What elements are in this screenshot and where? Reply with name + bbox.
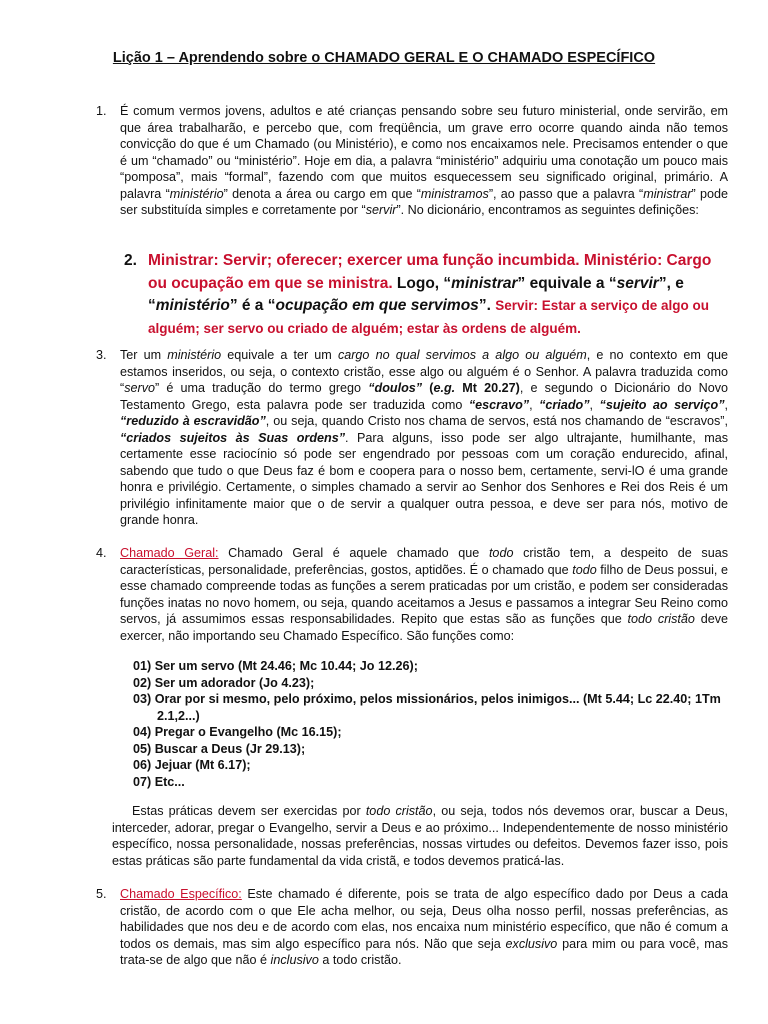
list-item: 03) Orar por si mesmo, pelo próximo, pelos missionários, pelos inimigos... (Mt 5.44; Lc 22.40; 1Tm 2.1,2...) xyxy=(133,692,721,723)
text: ”. xyxy=(478,297,496,314)
item-number: 1. xyxy=(96,104,107,118)
italic-text: inclusivo xyxy=(270,953,319,967)
italic-text: ministrar xyxy=(643,186,692,201)
italic-text: todo cristão xyxy=(627,612,695,626)
item-number: 3. xyxy=(96,348,107,362)
text: Ter um xyxy=(120,348,168,362)
text: ” pode ser substituída simples e corretamente por “ xyxy=(120,186,728,217)
text: . Para alguns, isso pode ser algo ultrajante, humilhante, mas certamente esse raciocínio só pode ser engendrado por pessoas com um coração endurecido, afinal, sabendo que tudo o que Deus faz é bom e coopera para o nosso bem, certamente, servi-lO é uma grande honra e privilégio. Certamente, o simples chamado a servir ao Senhor dos Senhores e Rei dos Reis é um privilégio infinitamente maior que o de servir a qualquer outra pessoa, e deve ser para nós, motivo de grande honra. xyxy=(120,430,728,527)
practices-paragraph xyxy=(112,803,728,869)
text: ” é a “ xyxy=(229,297,276,314)
list-item: 04) Pregar o Evangelho (Mc 16.15); xyxy=(133,725,342,739)
text: para mim ou para você, mas trata-se de algo que não é xyxy=(120,936,728,967)
italic-text: todo cristão xyxy=(365,804,433,818)
text: ( xyxy=(422,381,434,395)
paragraph-3 xyxy=(96,347,729,529)
text: Estas práticas devem ser exercidas por xyxy=(132,804,366,818)
bold-italic-text: “reduzido à escravidão” xyxy=(120,414,266,428)
text: ”, ao passo que a palavra “ xyxy=(488,186,644,201)
bold-italic-text: e.g. xyxy=(433,381,456,395)
list-item: 07) Etc... xyxy=(133,774,185,789)
item-number: 5. xyxy=(96,887,107,901)
bold-italic-text: “escravo” xyxy=(468,397,530,412)
text: equivale a ter um xyxy=(221,348,338,362)
item-number: 2. xyxy=(124,252,137,269)
text: , xyxy=(589,397,600,412)
italic-text: ministério xyxy=(155,297,230,314)
lesson-title: Lição 1 – Aprendendo sobre o CHAMADO GERAL E O CHAMADO ESPECÍFICO xyxy=(112,50,656,66)
list-item: 06) Jejuar (Mt 6.17); xyxy=(133,758,251,772)
paragraph-1 xyxy=(96,103,728,219)
text: , e no contexto em que estamos inseridos, ou seja, o contexto cristão, esse algo ou alguém é o Senhor. A palavra traduzida como “ xyxy=(120,348,728,395)
italic-text: cargo no qual servimos a algo ou alguém xyxy=(337,348,587,362)
italic-text: servo xyxy=(124,381,155,395)
text: ”. No dicionário, encontramos as seguintes definições: xyxy=(396,203,699,217)
bold-italic-text: “criado” xyxy=(539,397,590,412)
italic-text: ocupação em que servimos xyxy=(275,297,479,314)
italic-text: ministério xyxy=(169,186,224,201)
list-item: 05) Buscar a Deus (Jr 29.13); xyxy=(133,741,306,756)
text: Chamado Geral é aquele chamado que xyxy=(218,546,489,560)
italic-text: servir xyxy=(616,274,659,292)
text: deve exercer, não importando seu Chamado Específico. São funções como: xyxy=(120,612,729,643)
paragraph-2-definitions xyxy=(124,250,728,340)
italic-text: ministramos xyxy=(420,186,489,201)
text: , e segundo o Dicionário do Novo Testamento Grego, esta palavra pode ser traduzida como xyxy=(120,381,728,412)
italic-text: todo xyxy=(488,546,514,560)
section-label: Chamado Específico: xyxy=(120,887,242,901)
italic-text: ministrar xyxy=(451,274,518,292)
italic-text: servir xyxy=(365,203,397,217)
definition-text: Ministrar: Servir; oferecer; exercer uma função incumbida. Ministério: Cargo ou ocupação em que se ministra. xyxy=(148,252,712,292)
text: , xyxy=(724,397,729,412)
paragraph-5 xyxy=(96,886,728,969)
list-item: 01) Ser um servo (Mt 24.46; Mc 10.44; Jo 12.26); xyxy=(133,659,418,673)
bold-italic-text: “criados sujeitos às Suas ordens” xyxy=(120,430,346,445)
text: filho de Deus possui, e esse chamado compreende todas as funções a serem praticadas por um cristão, e podem ser consideradas funções inatas no novo homem, ou seja, quando aceitamos a Jesus e passamos a integrar Seu Reino como servos, já assumimos essas responsabilidades. Repito que estas são as funções que xyxy=(120,562,728,626)
text: a todo cristão. xyxy=(318,953,402,967)
text: ” equivale a “ xyxy=(517,274,617,292)
bold-text: Mt 20.27) xyxy=(455,381,520,395)
bold-italic-text: “doulos” xyxy=(368,381,423,395)
definition-text: Servir: Estar a serviço de algo ou alguém; ser servo ou criado de alguém; estar às ordens de alguém. xyxy=(148,298,710,336)
text: cristão tem, a despeito de suas características, personalidade, preferências, gostos, aptidões. É o chamado que xyxy=(120,546,728,577)
item-number: 4. xyxy=(96,546,107,560)
text: Logo, “ xyxy=(392,274,452,292)
section-label: Chamado Geral: xyxy=(120,546,219,560)
functions-list xyxy=(133,658,728,790)
text: , xyxy=(529,397,540,412)
text: ” é uma tradução do termo grego xyxy=(155,381,369,395)
bold-italic-text: “sujeito ao serviço” xyxy=(599,397,725,412)
text: ”, e “ xyxy=(148,274,684,314)
text: Este chamado é diferente, pois se trata de algo específico dado por Deus a cada cristão, de acordo com o que Ele acha melhor, ou seja, Deus olha nosso perfil, nossas preferências, as habilidades que nos deu e de acordo com elas, nos encaixa num ministério específico, que não é comum a todos os demais, mas sim algo específico para nós. Não que seja xyxy=(120,887,728,951)
italic-text: todo xyxy=(572,562,597,577)
italic-text: exclusivo xyxy=(505,936,558,951)
italic-text: ministério xyxy=(167,348,222,362)
paragraph-4 xyxy=(96,545,729,644)
text: ” denota a área ou cargo em que “ xyxy=(223,186,421,201)
text: , ou seja, quando Cristo nos chama de servos, está nos chamando de “escravos”, xyxy=(265,414,728,428)
list-item: 02) Ser um adorador (Jo 4.23); xyxy=(133,675,315,690)
text: , ou seja, todos nós devemos orar, buscar a Deus, interceder, adorar, pregar o Evangelho, servir a Deus e ao próximo... Independentemente de nosso ministério específico, nossa personalidade, nossas preferências, nossas virtudes ou defeitos. Devemos fazer isso, pois estas práticas são parte fundamental da vida cristã, e todos devemos praticá-las. xyxy=(112,804,729,868)
text: É comum vermos jovens, adultos e até crianças pensando sobre seu futuro ministerial, onde servirão, em que área trabalharão, e percebo que, com freqüência, um grave erro ocorre quando ainda não temos convicção do que é um Chamado (ou Ministério), e como nos encaixamos nele. Precisamos entender o que é um “chamado” ou “ministério”. Hoje em dia, a palavra “ministério” adquiriu uma conotação um pouco mais “pomposa”, mais “formal”, fazendo com que muitos esquecessem seu significado original, primário. A palavra “ xyxy=(120,104,728,201)
